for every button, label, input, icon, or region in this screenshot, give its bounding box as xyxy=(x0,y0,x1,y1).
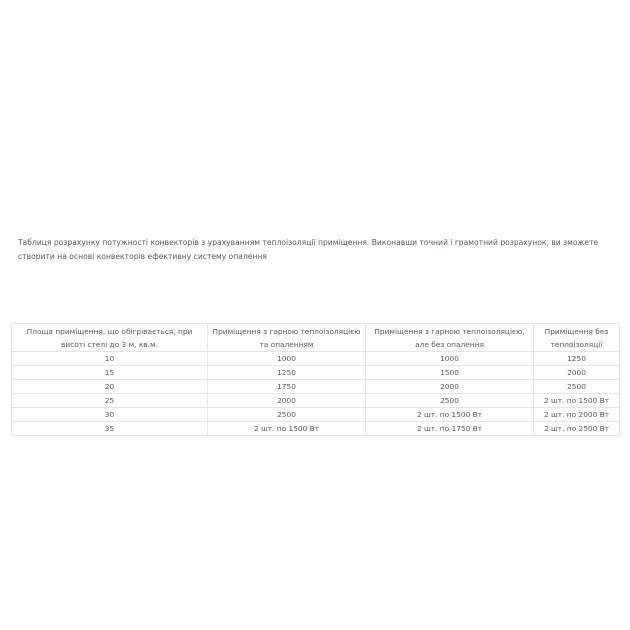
header-area: Площа приміщення, що обігрівається, при висоті стелі до 3 м, кв.м. xyxy=(12,324,208,352)
cell-insulated-unheated: 2 шт. по 1500 Вт xyxy=(366,408,534,422)
cell-insulated-unheated: 1500 xyxy=(366,366,534,380)
table-row xyxy=(12,408,620,422)
convector-power-table xyxy=(11,323,620,436)
cell-insulated-unheated: 1000 xyxy=(366,352,534,366)
cell-no-insulation: 2000 xyxy=(534,366,620,380)
power-table-container xyxy=(11,323,619,436)
cell-area: 10 xyxy=(12,352,208,366)
cell-area: 30 xyxy=(12,408,208,422)
cell-area: 25 xyxy=(12,394,208,408)
cell-insulated-heated: 2 шт. по 1500 Вт xyxy=(208,422,366,436)
cell-insulated-unheated: 2000 xyxy=(366,380,534,394)
table-header-row xyxy=(12,324,620,352)
intro-paragraph: Таблиця розрахунку потужності конвекторів з урахуванням теплоізоляції приміщення. Виконавши точний і грамотний розрахунок, ви зможете створити на основі конвекторів ефективну систему опалення xyxy=(18,238,599,261)
table-row xyxy=(12,422,620,436)
cell-insulated-heated: 1000 xyxy=(208,352,366,366)
cell-no-insulation: 2 шт. по 1500 Вт xyxy=(534,394,620,408)
cell-insulated-heated: 1250 xyxy=(208,366,366,380)
cell-insulated-heated: 2500 xyxy=(208,408,366,422)
table-row xyxy=(12,352,620,366)
cell-no-insulation: 2500 xyxy=(534,380,620,394)
table-row xyxy=(12,366,620,380)
table-row xyxy=(12,380,620,394)
cell-area: 20 xyxy=(12,380,208,394)
cell-no-insulation: 1250 xyxy=(534,352,620,366)
cell-no-insulation: 2 шт. по 2500 Вт xyxy=(534,422,620,436)
cell-insulated-unheated: 2500 xyxy=(366,394,534,408)
header-insulated-unheated: Приміщення з гарною теплоізоляцією, але без опалення xyxy=(366,324,534,352)
cell-insulated-unheated: 2 шт. по 1750 Вт xyxy=(366,422,534,436)
cell-insulated-heated: 1750 xyxy=(208,380,366,394)
table-row xyxy=(12,394,620,408)
cell-no-insulation: 2 шт. по 2000 Вт xyxy=(534,408,620,422)
header-no-insulation: Приміщення без теплоізоляції xyxy=(534,324,620,352)
cell-area: 35 xyxy=(12,422,208,436)
cell-area: 15 xyxy=(12,366,208,380)
cell-insulated-heated: 2000 xyxy=(208,394,366,408)
header-insulated-heated: Приміщення з гарною теплоізоляцією та опаленням xyxy=(208,324,366,352)
